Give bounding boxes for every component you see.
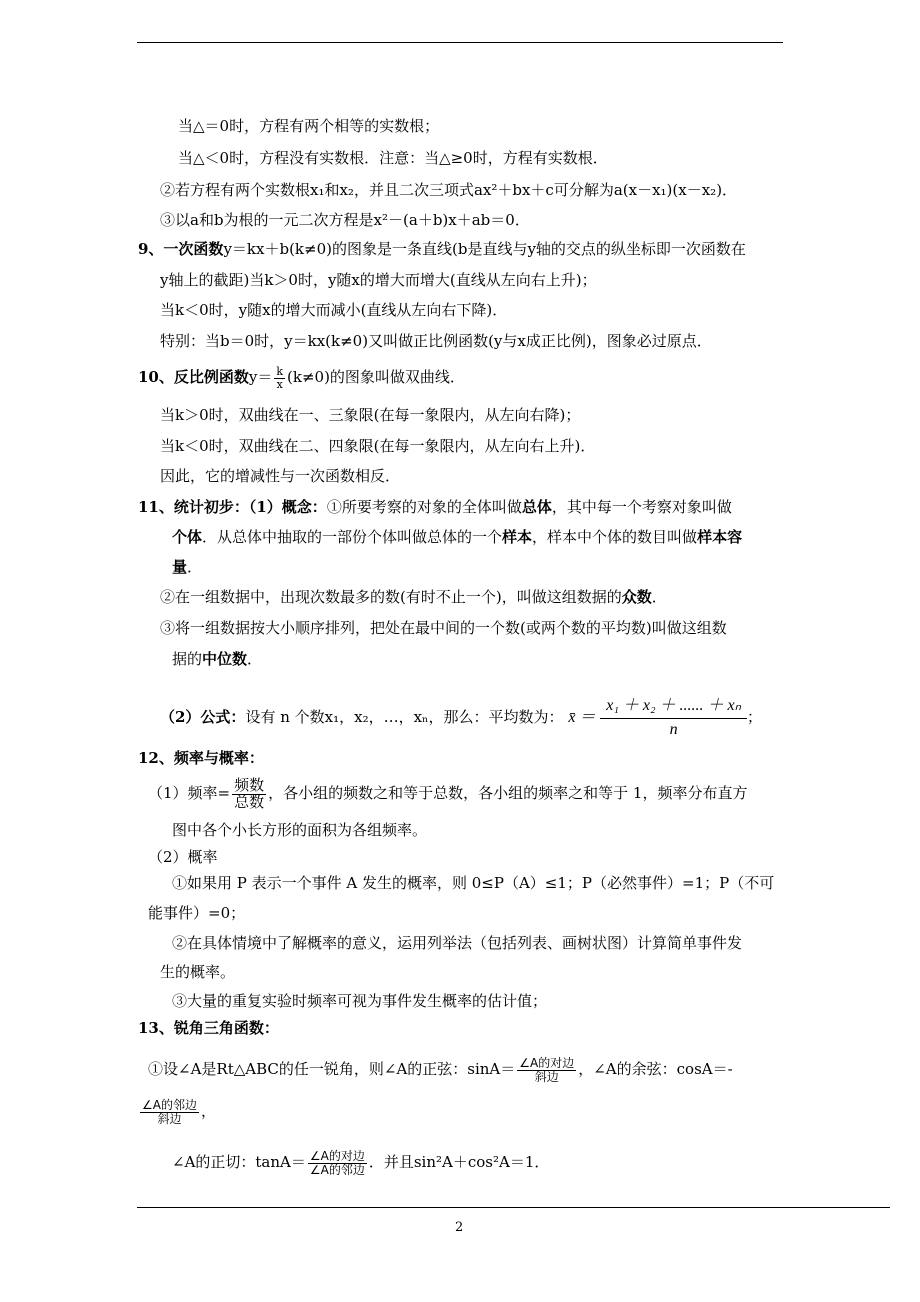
text-line xyxy=(172,1142,549,1182)
fraction-denominator: 总数 xyxy=(234,792,265,811)
page-number: 2 xyxy=(455,1220,464,1235)
text-line: 当k＜0时，y随x的增大而减小(直线从左向右下降)． xyxy=(160,301,508,319)
text-span: ②在一组数据中，出现次数最多的数(有时不止一个)，叫做这组数据的 xyxy=(160,588,622,606)
bold-term: 中位数 xyxy=(202,650,248,668)
fraction-numerator: ∠A的对边 xyxy=(309,1148,365,1163)
text-line: 当k＞0时，双曲线在一、三象限(在每一象限内，从左向右降)； xyxy=(160,406,581,424)
text-line xyxy=(172,649,262,669)
bold-term: 总体 xyxy=(521,498,552,516)
text-span: 设有 n 个数x₁，x₂，…，xₙ，那么：平均数为： xyxy=(245,708,564,726)
text-span: ， xyxy=(200,1102,216,1120)
fraction-numerator: ∠A的对边 xyxy=(519,1055,575,1070)
header-rule xyxy=(137,42,783,43)
text-span: ． xyxy=(247,650,263,668)
text-line xyxy=(148,1050,733,1088)
text-span: ，样本中个体的数目叫做 xyxy=(532,528,698,546)
text-line: （2）概率 xyxy=(148,848,218,866)
section-heading: 9、一次函数 xyxy=(138,240,224,258)
text-line: 生的概率。 xyxy=(160,963,236,981)
text-span: ，各小组的频数之和等于总数，各小组的频率之和等于 1，频率分布直方 xyxy=(268,784,748,802)
fraction-numerator: 频数 xyxy=(234,775,265,794)
fraction-numerator: k xyxy=(276,365,284,378)
text-line: 图中各个小长方形的面积为各组频率。 xyxy=(172,821,428,839)
text-span: ∠A的正切：tanA＝ xyxy=(172,1153,306,1171)
fraction-numerator: x₁ ＋ x₂ ＋ ...... ＋ xₙ xyxy=(600,695,747,718)
fraction-denominator: 斜边 xyxy=(534,1069,559,1084)
bold-term: 样本 xyxy=(502,528,533,546)
text-line: ①如果用 P 表示一个事件 A 发生的概率，则 0≤P（A）≤1；P（必然事件）=1；P（不可 xyxy=(172,874,775,892)
text-span: ，其中每一个考察对象叫做 xyxy=(551,498,732,516)
bold-term: 个体 xyxy=(172,528,203,546)
bold-term: 样本容 xyxy=(697,528,743,546)
fraction-denominator: n xyxy=(669,720,678,738)
text-span: ． xyxy=(651,588,667,606)
text-line: 特别：当b＝0时，y＝kx(k≠0)又叫做正比例函数(y与x成正比例)，图象必过原点． xyxy=(160,332,712,350)
section-9 xyxy=(138,239,746,259)
text-span: ，∠A的余弦：cosA＝- xyxy=(578,1060,733,1078)
text-line: ③将一组数据按大小顺序排列，把处在最中间的一个数(或两个数的平均数)叫做这组数 xyxy=(160,619,727,637)
formula-line xyxy=(160,693,762,742)
text-line: ③以a和b为根的一元二次方程是x²－(a＋b)x＋ab＝0． xyxy=(160,211,530,229)
text-line: y轴上的截距)当k＞0时，y随x的增大而增大(直线从左向右上升)； xyxy=(160,271,597,289)
text-line xyxy=(172,557,202,577)
text-line xyxy=(172,527,742,547)
text-span: (k≠0)的图象叫做双曲线． xyxy=(287,368,465,387)
text-span: ①设∠A是Rt△ABC的任一锐角，则∠A的正弦：sinA＝ xyxy=(148,1060,516,1078)
text-line: ②在具体情境中了解概率的意义，运用列举法（包括列表、画树状图）计算简单事件发 xyxy=(172,934,743,952)
text-span: y＝ xyxy=(248,368,273,387)
fraction xyxy=(517,1057,576,1083)
section-heading: 10、反比例函数 xyxy=(138,368,249,387)
text-span: ．从总体中抽取的一部份个体叫做总体的一个 xyxy=(202,528,503,546)
fraction xyxy=(232,775,266,811)
fraction xyxy=(274,366,285,390)
text-span: y＝kx＋b(k≠0)的图象是一条直线(b是直线与y轴的交点的纵坐标即一次函数在 xyxy=(223,240,746,258)
fraction xyxy=(140,1099,199,1125)
text-line xyxy=(160,587,667,607)
fraction-denominator: x xyxy=(276,377,283,391)
text-span: ①所要考察的对象的全体叫做 xyxy=(326,498,522,516)
section-11 xyxy=(138,497,732,517)
subsection-heading: （2）公式： xyxy=(160,708,246,726)
text-span: （1）频率= xyxy=(148,784,231,802)
text-span: ．并且sin²A＋cos²A＝1． xyxy=(368,1153,550,1171)
section-heading: 11、统计初步：（1）概念： xyxy=(138,498,327,516)
text-line: ②若方程有两个实数根x₁和x₂，并且二次三项式ax²＋bx＋c可分解为a(x－x₁)(x－x₂)． xyxy=(160,181,738,199)
mean-fraction xyxy=(600,695,747,741)
text-line: 当△＝0时，方程有两个相等的实数根； xyxy=(178,117,440,135)
section-heading: 13、锐角三角函数： xyxy=(138,1019,279,1037)
text-span: ． xyxy=(187,558,203,576)
bold-term: 众数 xyxy=(621,588,652,606)
fraction-denominator: ∠A的邻边 xyxy=(309,1162,365,1177)
mean-symbol: x̄ ＝ xyxy=(568,709,596,726)
text-line: ③大量的重复实验时频率可视为事件发生概率的估计值； xyxy=(172,992,548,1010)
footer-rule xyxy=(137,1207,890,1208)
text-line: 当k＜0时，双曲线在二、四象限(在每一象限内，从左向右上升)． xyxy=(160,437,596,455)
bold-term: 量 xyxy=(172,558,188,576)
text-span: ； xyxy=(747,708,763,726)
section-10 xyxy=(138,366,465,390)
fraction-denominator: 斜边 xyxy=(157,1111,182,1126)
fraction xyxy=(308,1150,367,1176)
section-heading: 12、频率与概率： xyxy=(138,749,264,767)
text-span: 据的 xyxy=(172,650,203,668)
text-line: 能事件）=0； xyxy=(148,904,246,922)
fraction-numerator: ∠A的邻边 xyxy=(142,1097,197,1112)
text-line xyxy=(148,776,747,810)
text-line: 当△＜0时，方程没有实数根．注意：当△≥0时，方程有实数根． xyxy=(178,149,608,167)
text-line xyxy=(138,1092,216,1130)
text-line: 因此，它的增减性与一次函数相反． xyxy=(160,467,401,485)
